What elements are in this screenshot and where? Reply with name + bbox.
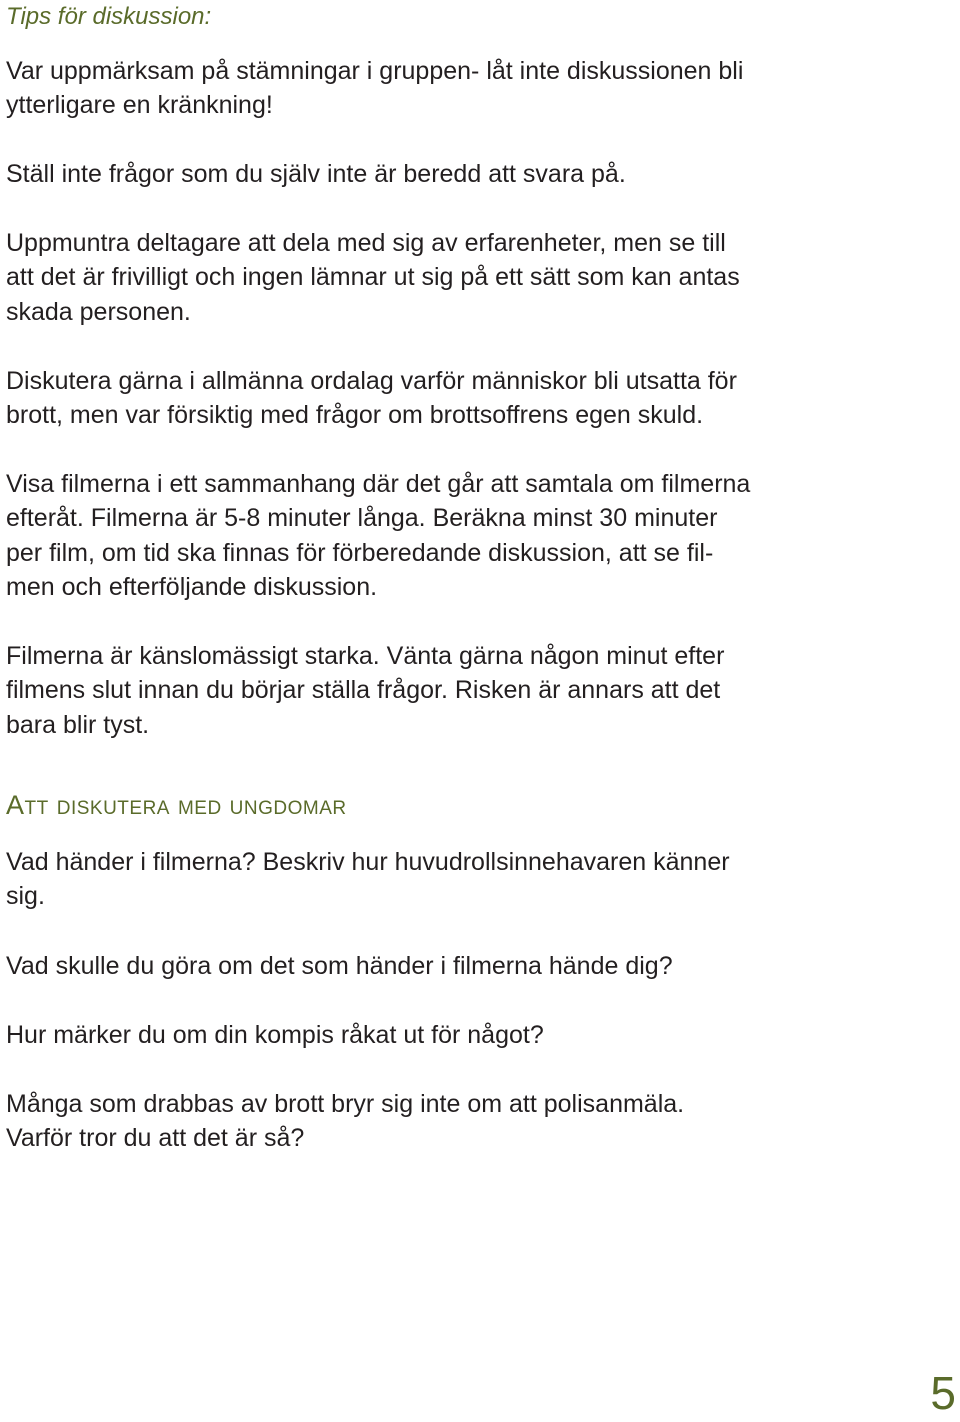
text-line: Hur märker du om din kompis råkat ut för något? [6, 1021, 544, 1049]
text-line: skada personen. [6, 297, 191, 326]
tips-heading: Tips för diskussion: [6, 3, 212, 30]
text-line: Varför tror du att det är så? [6, 1124, 305, 1153]
text-line: ytterligare en kränkning! [6, 91, 273, 120]
question-paragraph-1 [6, 845, 730, 914]
text-line: Diskutera gärna i allmänna ordalag varför människor bli utsatta för [6, 367, 737, 395]
text-line: Vad skulle du göra om det som händer i filmerna hände dig? [6, 952, 673, 980]
text-line: Många som drabbas av brott bryr sig inte om att polisanmäla. [6, 1090, 685, 1118]
text-line: Uppmuntra deltagare att dela med sig av erfarenheter, men se till [6, 229, 726, 257]
text-line: Filmerna är känslomässigt starka. Vänta gärna någon minut efter [6, 642, 725, 670]
text-line: Visa filmerna i ett sammanhang där det går att samtala om filmerna [6, 470, 751, 498]
text-line: bara blir tyst. [6, 710, 150, 739]
tip-paragraph-6 [6, 639, 724, 742]
page-number: 5 [930, 1367, 956, 1419]
question-paragraph-4 [6, 1087, 684, 1156]
text-line: men och efterföljande diskussion. [6, 573, 378, 602]
text-line: per film, om tid ska finnas för förberedande diskussion, att se fil- [6, 538, 714, 567]
tip-paragraph-4 [6, 364, 737, 433]
question-paragraph-3 [6, 1018, 544, 1052]
tip-paragraph-2 [6, 157, 626, 191]
section-heading: Att diskutera med ungdomar [6, 790, 347, 820]
text-line: Var uppmärksam på stämningar i gruppen- låt inte diskussionen bli [6, 57, 744, 85]
text-line: Vad händer i filmerna? Beskriv hur huvudrollsinnehavaren känner [6, 848, 730, 876]
tip-paragraph-3 [6, 226, 740, 329]
text-line: brott, men var försiktig med frågor om brottsoffrens egen skuld. [6, 401, 704, 430]
text-line: Ställ inte frågor som du själv inte är beredd att svara på. [6, 160, 626, 188]
tip-paragraph-5 [6, 467, 750, 605]
question-paragraph-2 [6, 949, 673, 983]
tip-paragraph-1 [6, 54, 743, 123]
text-line: efteråt. Filmerna är 5-8 minuter långa. Beräkna minst 30 minuter [6, 504, 718, 533]
text-line: sig. [6, 882, 45, 911]
text-line: filmens slut innan du börjar ställa frågor. Risken är annars att det [6, 676, 721, 705]
text-line: att det är frivilligt och ingen lämnar ut sig på ett sätt som kan antas [6, 263, 740, 292]
